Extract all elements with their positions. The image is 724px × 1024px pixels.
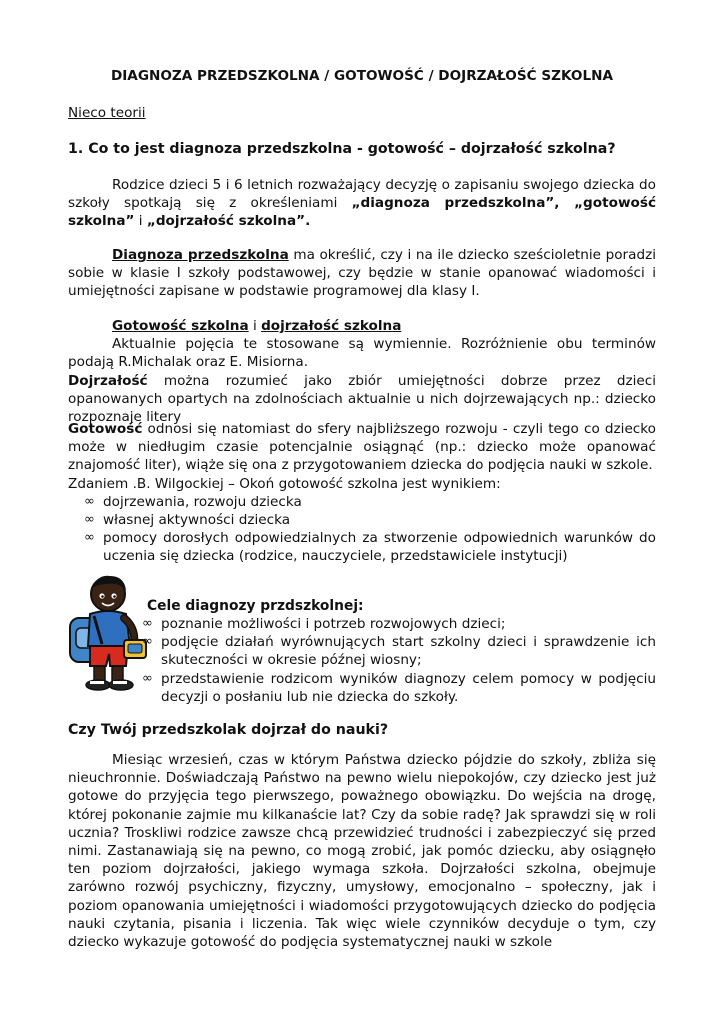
factors-list — [68, 493, 656, 566]
terms-line — [68, 317, 656, 335]
term-dojrzalosc: Dojrzałość — [68, 372, 148, 389]
bullet-icon: ∞ — [84, 530, 95, 546]
dojrzalosc-text: można rozumieć jako zbiór umiejętności dobrze przez dzieci opanowanych opartych na zdolnościach aktualnie u nich dojrzewających np.: dziecko rozpoznaje litery — [68, 372, 656, 426]
intro-text-1: Rodzice dzieci 5 i 6 letnich rozważający decyzję o zapisaniu swojego dziecka do szkoły spotkają się z określeniami — [68, 177, 656, 212]
goals-list — [126, 615, 656, 706]
paragraph-diagnoza — [68, 246, 656, 301]
paragraph-gotowosc-dojrzalosc — [68, 317, 656, 426]
list-item: ∞ dojrzewania, rozwoju dziecka — [84, 493, 302, 510]
gotowosc-definition — [68, 420, 656, 475]
term-dojrzalosc-szkolna: dojrzałość szkolna — [261, 318, 402, 334]
paragraph-intro — [68, 176, 656, 231]
document-title: DIAGNOZA PRZEDSZKOLNA / GOTOWOŚĆ / DOJRZAŁOŚĆ SZKOLNA — [110, 68, 614, 84]
intro-terms-2: „dojrzałość szkolna”. — [146, 213, 311, 230]
bullet-icon: ∞ — [142, 634, 153, 650]
list-item: ∞ własnej aktywności dziecka — [84, 512, 291, 529]
list-item: ∞ przedstawienie rodzicom wyników diagnozy celem pomocy w podjęciu decyzji o posłaniu lub nie dziecka do szkoły. — [142, 670, 656, 705]
terms-connector: i — [248, 318, 262, 334]
term-gotowosc-szkolna: Gotowość szkolna — [112, 318, 249, 334]
list-item: ∞ pomocy dorosłych odpowiedzialnych za stworzenie odpowiednich warunków do uczenia się dziecka (rodzice, nauczyciele, przedstawiciele instytucji) — [84, 530, 656, 565]
question-heading-1: 1. Co to jest diagnoza przedszkolna - gotowość – dojrzałość szkolna? — [68, 141, 616, 157]
bullet-icon: ∞ — [142, 616, 153, 631]
term-diagnoza: Diagnoza przedszkolna — [112, 247, 289, 263]
paragraph-gotowosc — [68, 420, 656, 566]
question-heading-2: Czy Twój przedszkolak dojrzał do nauki? — [68, 722, 389, 738]
diagnoza-text: ma określić, czy i na ile dziecko sześcioletnie poradzi sobie w klasie I szkoły podstawowej, czy będzie w stanie opanować wiadomości i umiejętności zapisane w podstawie programowej dla klasy I. — [68, 247, 656, 300]
gotowosc-text: odnosi się natomiast do sfery najbliższego rozwoju - czyli tego co dziecko może w niedługim czasie potencjalnie osiągnąć (np.: dziecko może opanować znajomość liter), wiąże się ona z przygotowaniem dziecka do podjęcia nauki w szkole. — [68, 421, 656, 474]
goals-heading: Cele diagnozy przdszkolnej: — [147, 598, 364, 614]
terms-explanation: Aktualnie pojęcia te stosowane są wymiennie. Rozróżnienie obu terminów podają R.Michalak oraz E. Misiorna. — [68, 336, 656, 371]
list-item: ∞ poznanie możliwości i potrzeb rozwojowych dzieci; — [142, 616, 506, 632]
list-item: ∞ podjęcie działań wyrównujących start szkolny dzieci i sprawdzenie ich skuteczności w okresie późnej wiosny; — [142, 634, 656, 669]
section-label: Nieco teorii — [68, 105, 146, 121]
paragraph-wrzesien: Miesiąc wrzesień, czas w którym Państwa dziecko pójdzie do szkoły, zbliża się nieuchronnie. Doświadczają Państwo na pewno wielu niepokojów, czy dziecko jest już gotowe do przyjęcia tego pierwszego, poważnego obowiązku. Do wejścia na drogę, której pokonanie zajmie mu kilkanaście lat? Czy da sobie radę? Jak sprawdzi się w roli ucznia? Troskliwi rodzice zawsze chcą przewidzieć trudności i zabezpieczyć się przed nimi. Zastanawiają się na pewno, co mogą zrobić, jak pomóc dziecku, aby osiągnęło ten poziom dojrzałości, jakiego wymaga szkoła. Dojrzałości szkolna, obejmuje zarówno rozwój psychiczny, fizyczny, umysłowy, emocjonalno – społeczny, jak i poziom opanowania umiejętności i wiadomości przygotowujących dziecko do podjęcia nauki czytania, pisania i liczenia. Tak więc wiele czynników decyduje o tym, czy dziecko wykazuje gotowość do podjęcia systematycznej nauki w szkole — [68, 752, 656, 951]
bullet-icon: ∞ — [84, 512, 95, 528]
term-gotowosc: Gotowość — [68, 421, 143, 437]
bullet-icon: ∞ — [142, 670, 153, 686]
bullet-icon: ∞ — [84, 493, 95, 509]
intro-terms-1: „diagnoza przedszkolna”, „gotowość szkolna” — [68, 195, 657, 230]
paragraph-dojrzalosc — [68, 372, 656, 427]
wilgocka-line: Zdaniem .B. Wilgockiej – Okoń gotowość szkolna jest wynikiem: — [68, 475, 501, 492]
intro-text-2: i — [134, 213, 147, 230]
